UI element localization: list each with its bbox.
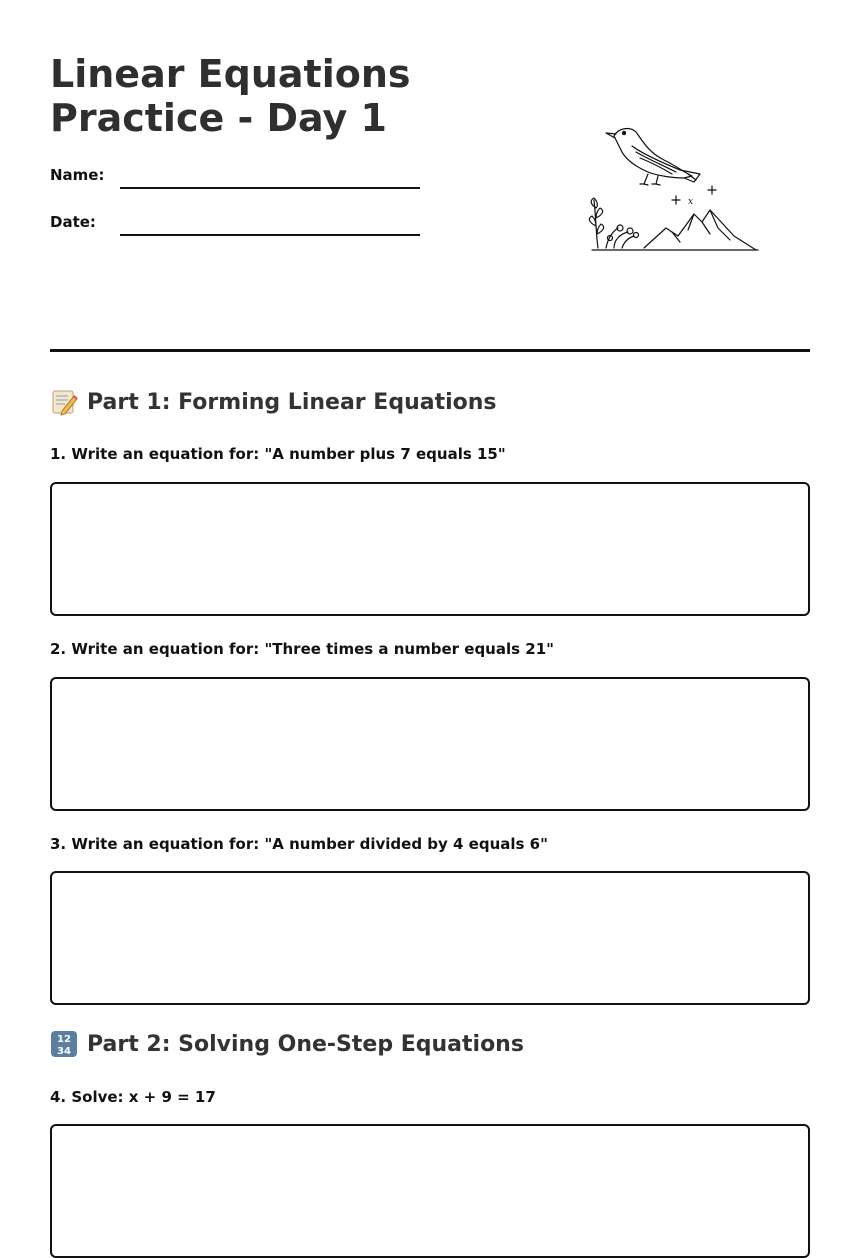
date-field-row	[50, 211, 430, 241]
input-numbers-icon	[50, 1030, 78, 1058]
worksheet-page	[50, 0, 810, 1161]
part2-heading	[50, 1030, 524, 1058]
question-1: 1. Write an equation for: "A number plus 7 equals 15"	[50, 445, 506, 463]
answer-box-3[interactable]	[50, 871, 810, 1005]
question-2: 2. Write an equation for: "Three times a number equals 21"	[50, 640, 554, 658]
worksheet-header	[50, 0, 810, 352]
title-line-1: Linear Equations	[50, 52, 411, 96]
question-3: 3. Write an equation for: "A number divided by 4 equals 6"	[50, 835, 548, 853]
part2-heading-text: Part 2: Solving One-Step Equations	[87, 1031, 524, 1057]
date-label: Date:	[50, 213, 96, 231]
date-field[interactable]	[120, 234, 420, 236]
svg-text:x: x	[688, 197, 694, 207]
svg-text:12: 12	[57, 1034, 71, 1045]
header-divider	[50, 349, 810, 352]
page-title	[50, 52, 470, 140]
answer-box-1[interactable]	[50, 482, 810, 616]
svg-text:34: 34	[57, 1046, 71, 1057]
name-field[interactable]	[120, 187, 420, 189]
bird-on-mountain-icon	[584, 118, 766, 258]
title-line-2: Practice - Day 1	[50, 96, 387, 140]
name-field-row	[50, 164, 430, 194]
part1-heading	[50, 388, 497, 416]
answer-box-2[interactable]	[50, 677, 810, 811]
part1-heading-text: Part 1: Forming Linear Equations	[87, 389, 497, 415]
name-label: Name:	[50, 166, 105, 184]
answer-box-4[interactable]	[50, 1124, 810, 1258]
memo-icon	[50, 388, 78, 416]
question-4: 4. Solve: x + 9 = 17	[50, 1088, 216, 1106]
